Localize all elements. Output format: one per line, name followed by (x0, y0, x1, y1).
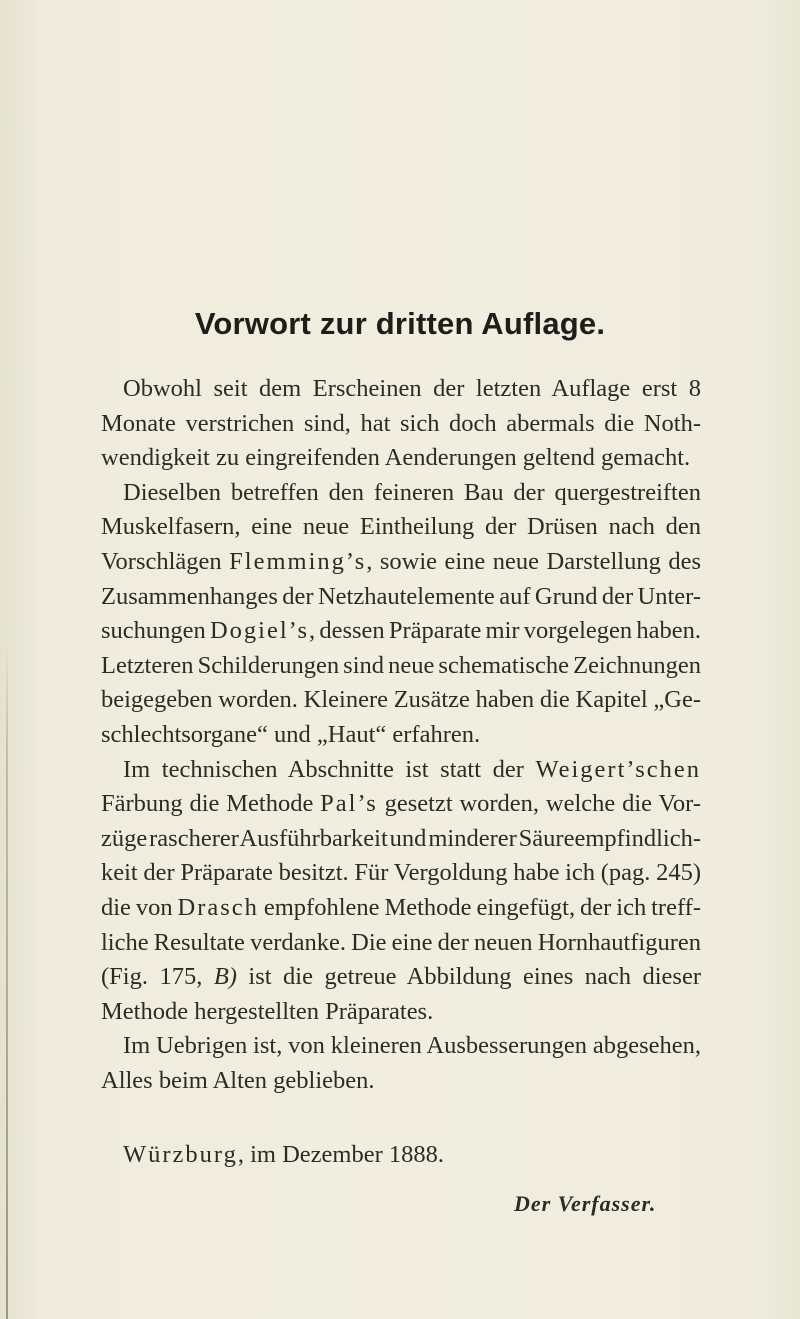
text-line: züge rascherer Ausführbarkeit und minderer Säureempfindlich- (101, 824, 701, 852)
text-line: Zusammenhanges der Netzhautelemente auf Grund der Unter- (101, 582, 701, 610)
text-line: suchungen Dogiel’s, dessen Präparate mir vorgelegen haben. (101, 617, 701, 645)
text-line: Letzteren Schilderungen sind neue schematische Zeichnungen (101, 651, 701, 679)
signature: Der Verfasser. (514, 1191, 657, 1216)
text-line: Alles beim Alten geblieben. (101, 1066, 375, 1094)
text-line: Methode hergestellten Präparates. (101, 997, 434, 1025)
text-line: beigegeben worden. Kleinere Zusätze haben die Kapitel „Ge- (101, 686, 701, 714)
text-line: Im Uebrigen ist, von kleineren Ausbesserungen abgesehen, (123, 1032, 701, 1060)
text-line: keit der Präparate besitzt. Für Vergoldung habe ich (pag. 245) (101, 859, 701, 887)
text-line: Im technischen Abschnitte ist statt der Weigert’schen (123, 755, 701, 783)
text-line: wendigkeit zu eingreifenden Aenderungen geltend gemacht. (101, 444, 691, 472)
text-line: die von Drasch empfohlene Methode eingefügt, der ich treff- (101, 893, 701, 921)
text-line: Obwohl seit dem Erscheinen der letzten Auflage erst 8 (123, 375, 701, 402)
text-line: schlechtsorgane“ und „Haut“ erfahren. (101, 720, 481, 748)
page-title: Vorwort zur dritten Auflage. (194, 306, 606, 341)
text-line: Dieselben betreffen den feineren Bau der quergestreiften (123, 478, 701, 506)
text-line: (Fig. 175, B) ist die getreue Abbildung eines nach dieser (101, 963, 702, 991)
text-line: Färbung die Methode Pal’s gesetzt worden, welche die Vor- (101, 790, 701, 818)
text-line: Vorschlägen Flemming’s, sowie eine neue Darstellung des (101, 547, 701, 575)
text-line: Muskelfasern, eine neue Eintheilung der Drüsen nach den (101, 513, 701, 541)
place-and-date: Würzburg, im Dezember 1888. (123, 1141, 445, 1168)
text-line: liche Resultate verdanke. Die eine der neuen Hornhautfiguren (101, 928, 701, 956)
page-edge-shadow (6, 640, 8, 1319)
text-line: Monate verstrichen sind, hat sich doch abermals die Noth- (101, 409, 701, 437)
preface-body (101, 372, 701, 1098)
